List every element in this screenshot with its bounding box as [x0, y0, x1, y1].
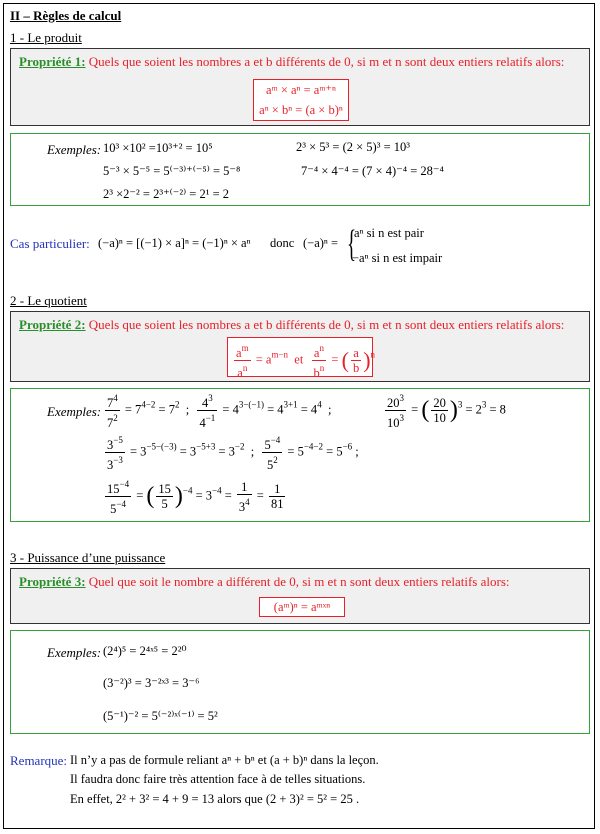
brace: {: [347, 223, 357, 265]
property-3-text: Quel que soit le nombre a différent de 0, si m et n sont deux entiers relatifs alors:: [88, 574, 510, 589]
product-example-2: 2³ × 5³ = (2 × 5)³ = 10³: [296, 140, 411, 154]
power-examples-label: Exemples:: [47, 645, 102, 660]
power-example-3: (5⁻¹)⁻² = 5⁽⁻²⁾ˣ⁽⁻¹⁾ = 5²: [103, 709, 218, 723]
section-title: II – Règles de calcul: [10, 8, 122, 23]
product-example-5: 2³ ×2⁻² = 2³⁺⁽⁻²⁾ = 2¹ = 2: [103, 187, 229, 201]
quotient-example-2: $\frac{20^3}{10^3}$ = ( $\frac{20}{10}$ )$^3 = 2^3 = 8$: [387, 393, 506, 430]
remark-line-3: En effet, 2² + 3² = 4 + 9 = 13 alors que (2 + 3)² = 5² = 25 .: [70, 792, 360, 806]
property-2-box: [10, 311, 590, 382]
remark-line-2: Il faudra donc faire très attention face à de telles situations.: [70, 772, 366, 786]
quotient-example-4: $\frac{15^{-4}}{5^{-4}}$ = ( $\frac{15}{5}$ )$^{-4} = 3^{-4}$ = $\frac{1}{3^4}$ = $\frac{1}{81}$: [107, 479, 284, 516]
product-heading: 1 - Le produit: [10, 30, 82, 45]
remark-line-1: Il n’y a pas de formule reliant aⁿ + bⁿ et (a + b)ⁿ dans la leçon.: [70, 753, 379, 767]
special-case-odd: −aⁿ si n est impair: [352, 251, 443, 265]
special-case-formula: (−a)ⁿ = [(−1) × a]ⁿ = (−1)ⁿ × aⁿ: [98, 236, 251, 250]
quotient-examples-label: Exemples:: [47, 404, 102, 419]
quotient-examples-box: [10, 388, 590, 522]
power-heading: 3 - Puissance d’une puissance: [10, 550, 166, 565]
quotient-example-3: $\frac{3^{-5}}{3^{-3}}$ = $3^{-5-(-3)} = 3^{-5+3} = 3^{-2}$ ; $\frac{5^{-4}}{5^2}$ = $5^{-4-2} = 5^{-6}$ ;: [107, 435, 359, 472]
power-example-1: (2⁴)⁵ = 2⁴ˣ⁵ = 2²⁰: [103, 644, 187, 658]
property-1-formula: [253, 79, 349, 121]
special-case-lhs: (−a)ⁿ =: [303, 236, 339, 250]
property-2-text: Quels que soient les nombres a et b différents de 0, si m et n sont deux entiers relatifs alors:: [88, 317, 565, 332]
quotient-heading: 2 - Le quotient: [10, 293, 87, 308]
property-1-box: [10, 48, 590, 126]
property-3-box: [10, 568, 590, 624]
property-3-formula: (aᵐ)ⁿ = aᵐˣⁿ: [259, 597, 345, 617]
product-example-4: 7⁻⁴ × 4⁻⁴ = (7 × 4)⁻⁴ = 28⁻⁴: [301, 164, 444, 178]
special-case-label: Cas particulier:: [10, 236, 90, 251]
property-1-label: Propriété 1:: [19, 54, 86, 69]
property-1-text: Quels que soient les nombres a et b différents de 0, si m et n sont deux entiers relatifs alors:: [88, 54, 565, 69]
special-case-even: aⁿ si n est pair: [354, 226, 424, 240]
formula-product-same-exponent: aⁿ × bⁿ = (a × b)ⁿ: [259, 103, 343, 117]
power-example-2: (3⁻²)³ = 3⁻²ˣ³ = 3⁻⁶: [103, 676, 200, 690]
property-3-label: Propriété 3:: [19, 574, 86, 589]
special-case-donc: donc: [270, 236, 295, 250]
property-2-formula: $\frac{a^m}{a^n}$ = $a^{m-n}$ et $\frac{a^n}{b^n}$ = ( $\frac{a}{b}$ )$^n$: [227, 337, 373, 377]
product-examples-box: [10, 133, 590, 206]
formula-product-same-base: aᵐ × aⁿ = aᵐ⁺ⁿ: [266, 83, 336, 97]
quotient-example-1: $\frac{7^4}{7^2}$ = $7^{4-2} = 7^2$ ; $\frac{4^3}{4^{-1}}$ = $4^{3-(-1)} = 4^{3+1} = 4^4$ ;: [107, 393, 332, 430]
remark-label: Remarque:: [10, 753, 68, 768]
examples-label: Exemples:: [47, 142, 102, 157]
property-2-label: Propriété 2:: [19, 317, 86, 332]
product-example-1: 10³ ×10² =10³⁺² = 10⁵: [103, 141, 213, 155]
product-example-3: 5⁻³ × 5⁻⁵ = 5⁽⁻³⁾⁺⁽⁻⁵⁾ = 5⁻⁸: [103, 164, 241, 178]
power-examples-box: [10, 630, 590, 734]
